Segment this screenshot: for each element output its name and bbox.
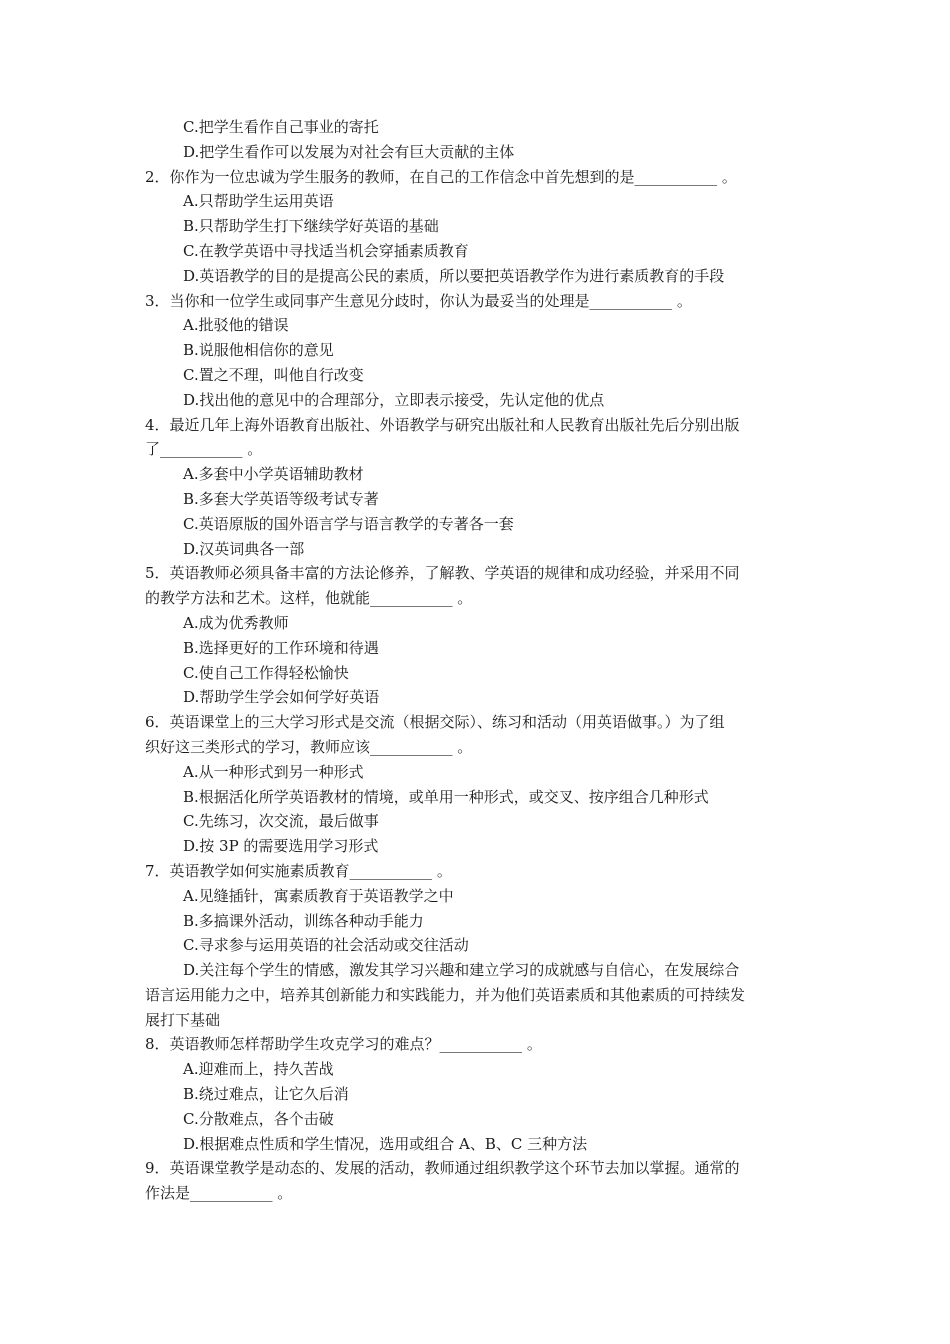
option-8c: C.分散难点，各个击破 (183, 1109, 334, 1128)
option-4c: C.英语原版的国外语言学与语言教学的专著各一套 (183, 514, 514, 533)
option-3d: D.找出他的意见中的合理部分，立即表示接受，先认定他的优点 (183, 390, 605, 409)
option-3a: A.批驳他的错误 (183, 316, 289, 335)
option-7b: B.多搞课外活动，训练各种动手能力 (183, 911, 424, 930)
option-6b: B.根据活化所学英语教材的情境，或单用一种形式，或交叉、按序组合几种形式 (183, 787, 709, 806)
option-4b: B.多套大学英语等级考试专著 (183, 489, 379, 508)
question-9-line-2: 作法是___________ 。 (145, 1184, 293, 1203)
option-5a: A.成为优秀教师 (183, 613, 289, 632)
question-8: 8．英语教师怎样帮助学生攻克学习的难点？___________ 。 (145, 1035, 542, 1054)
option-3c: C.置之不理，叫他自行改变 (183, 365, 364, 384)
question-3: 3．当你和一位学生或同事产生意见分歧时，你认为最妥当的处理是___________ 。 (145, 291, 692, 310)
question-list (145, 115, 810, 1206)
question-9-line-1: 9．英语课堂教学是动态的、发展的活动，教师通过组织教学这个环节去加以掌握。通常的 (145, 1159, 740, 1178)
option-8b: B.绕过难点，让它久后消 (183, 1085, 349, 1104)
option-6d: D.按 3P 的需要选用学习形式 (183, 837, 379, 856)
option-2d: D.英语教学的目的是提高公民的素质，所以要把英语教学作为进行素质教育的手段 (183, 266, 725, 285)
option-2c: C.在教学英语中寻找适当机会穿插素质教育 (183, 241, 469, 260)
question-2: 2．你作为一位忠诚为学生服务的教师，在自己的工作信念中首先想到的是___________ 。 (145, 167, 737, 186)
option-5c: C.使自己工作得轻松愉快 (183, 663, 349, 682)
option-6a: A.从一种形式到另一种形式 (183, 762, 364, 781)
option-7c: C.寻求参与运用英语的社会活动或交往活动 (183, 936, 469, 955)
option-5d: D.帮助学生学会如何学好英语 (183, 688, 380, 707)
question-6-line-1: 6．英语课堂上的三大学习形式是交流（根据交际）、练习和活动（用英语做事。）为了组 (145, 713, 725, 732)
option-7a: A.见缝插针，寓素质教育于英语教学之中 (183, 886, 454, 905)
option-5b: B.选择更好的工作环境和待遇 (183, 638, 379, 657)
option-7d-line-2: 语言运用能力之中，培养其创新能力和实践能力，并为他们英语素质和其他素质的可持续发 (145, 985, 746, 1004)
option-1c: C.把学生看作自己事业的寄托 (183, 118, 379, 136)
question-6-line-2: 织好这三类形式的学习，教师应该___________ 。 (145, 737, 473, 756)
question-4-line-2: 了___________ 。 (145, 440, 263, 459)
option-2b: B.只帮助学生打下继续学好英语的基础 (183, 217, 439, 236)
option-3b: B.说服他相信你的意见 (183, 341, 334, 360)
option-7d-line-1: D.关注每个学生的情感，激发其学习兴趣和建立学习的成就感与自信心，在发展综合 (183, 961, 740, 980)
question-5-line-2: 的教学方法和艺术。这样，他就能___________ 。 (145, 589, 473, 608)
option-1d: D.把学生看作可以发展为对社会有巨大贡献的主体 (183, 142, 515, 161)
question-5-line-1: 5．英语教师必须具备丰富的方法论修养，了解教、学英语的规律和成功经验，并采用不同 (145, 564, 740, 583)
option-6c: C.先练习，次交流，最后做事 (183, 812, 379, 831)
option-4a: A.多套中小学英语辅助教材 (183, 465, 364, 484)
option-7d-line-3: 展打下基础 (145, 1010, 221, 1029)
option-4d: D.汉英词典各一部 (183, 539, 305, 558)
question-4-line-1: 4．最近几年上海外语教育出版社、外语教学与研究出版社和人民教育出版社先后分别出版 (145, 415, 740, 434)
option-8d: D.根据难点性质和学生情况，选用或组合 A、B、C 三种方法 (183, 1134, 588, 1153)
question-7: 7．英语教学如何实施素质教育___________ 。 (145, 861, 452, 880)
option-8a: A.迎难而上，持久苦战 (183, 1060, 334, 1079)
option-2a: A.只帮助学生运用英语 (183, 192, 334, 211)
